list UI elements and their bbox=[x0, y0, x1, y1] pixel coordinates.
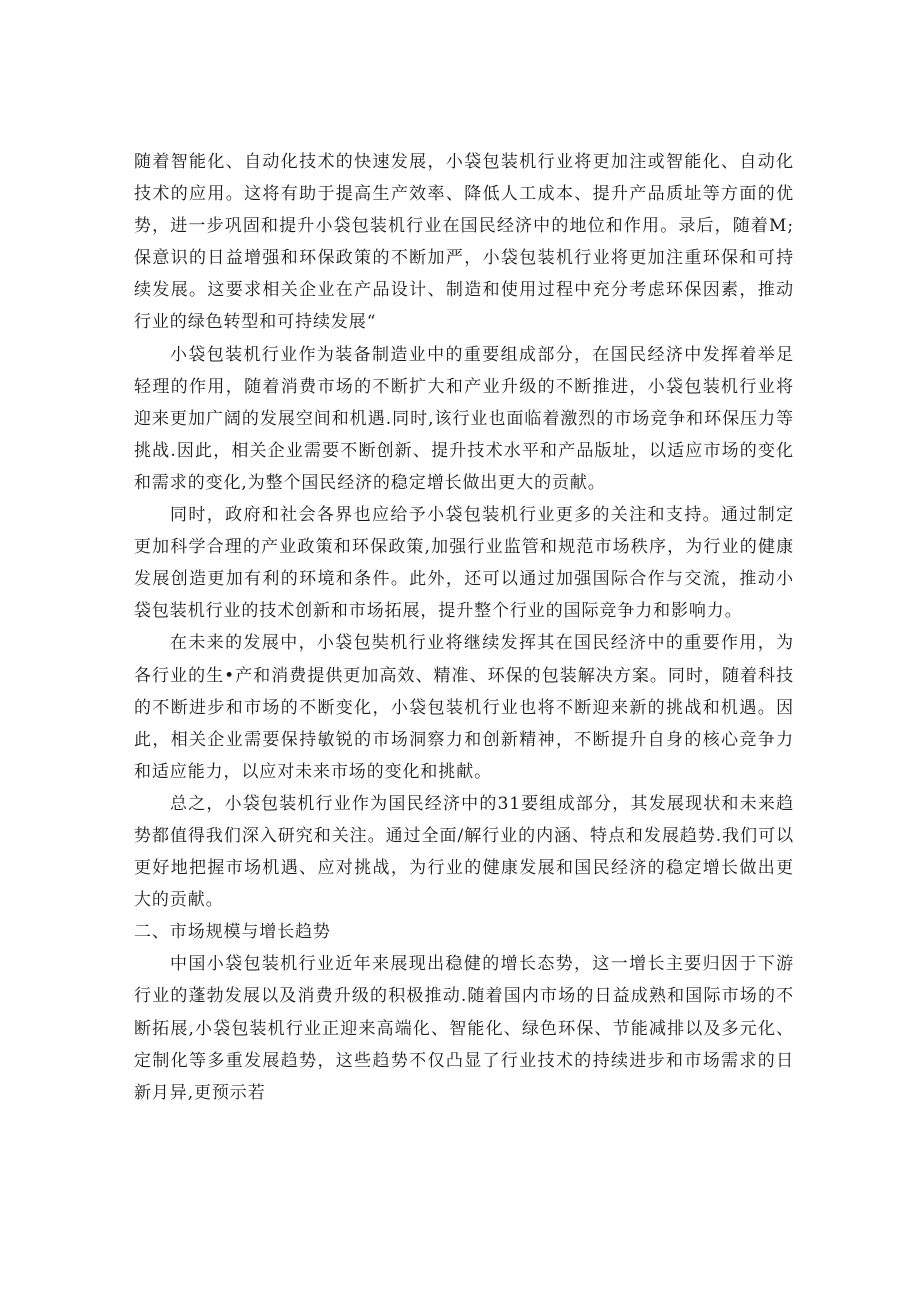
paragraph-future-development: 在未来的发展中，小袋包奘机行业将继续发挥其在国民经济中的重要作用，为各行业的生•产和消费提供更加高效、精准、环保的包装解决方案。同时，随着科技的不断进步和市场的不断变化，小袋包装机行业也将不断迎来新的挑战和机遇。因此，相关企业需要保持敏锐的市场洞察力和创新精神，不断提升自身的核心竞争力和适应能力，以应对未来市场的变化和挑献。 bbox=[134, 633, 794, 782]
document-body bbox=[134, 146, 794, 1109]
paragraph-intelligent-automation: 随着智能化、自动化技术的快速发展，小袋包装机行业将更加注或智能化、自动化技术的应用。这将有助于提高生产效率、降低人工成本、提升产品质址等方面的优势，进一步巩固和提升小袋包装机行业在国民经济中的地位和作用。录后，随着M;保意识的日益增强和环保政策的不断加严，小袋包装机行业将更加注重环保和可持续发展。这要求相关企业在产品设计、制造和使用过程中充分考虑环保因素，推动行业的绿色转型和可持续发展“ bbox=[134, 152, 794, 333]
paragraph-market-growth: 中国小袋包装机行业近年来展现出稳健的增长态势，这一增长主要归因于下游行业的蓬勃发展以及消费升级的积极推动.随着国内市场的日益成熟和国际市场的不断拓展,小袋包装机行业正迎来高端化、智能化、绿色环保、节能减排以及多元化、定制化等多重发展趋势，这些趋势不仅凸显了行业技术的持续进步和市场需求的日新月异,更预示若 bbox=[134, 954, 794, 1103]
paragraph-industry-role: 小袋包装机行业作为装备制造业中的重要组成部分，在国民经济中发挥着举足轻理的作用，随着消费市场的不断扩大和产业升级的不断推进，小袋包装机行业将迎来更加广阔的发展空间和机遇.同时,该行业也面临着激烈的市场竞争和环保压力等挑战.因此，相关企业需要不断创新、提升技术水平和产品版址，以适应市场的变化和需求的变化,为整个国民经济的稳定增长做出更大的贡献。 bbox=[134, 344, 794, 493]
paragraph-conclusion: 总之，小袋包装机行业作为国民经济中的31要组成部分，其发展现状和未来趋势都值得我们深入研究和关注。通过全面/解行业的内涵、特点和发展趋势.我们可以更好地把握市场机遇、应对挑战，为行业的健康发展和国民经济的稳定增长做出更大的贡献。 bbox=[134, 793, 794, 911]
paragraph-government-support: 同时，政府和社会各界也应给予小袋包装机行业更多的关注和支持。通过制定更加科学合理的产业政策和环保政策,加强行业监管和规范市场秩序，为行业的健康发展创造更加有利的环境和条件。此外，还可以通过加强国际合作与交流，推动小袋包装机行业的技术创新和市场拓展，提升整个行业的国际竞争力和影响力。 bbox=[134, 505, 794, 622]
section-heading: 二、市场规模与增长趋势 bbox=[134, 922, 331, 943]
